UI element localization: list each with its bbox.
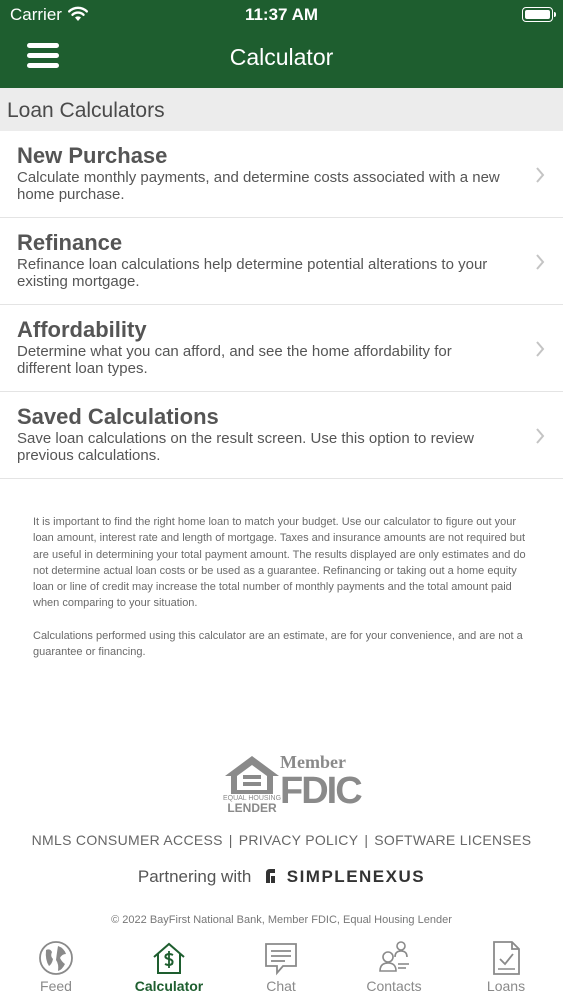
section-title: Loan Calculators	[7, 99, 165, 122]
row-new-purchase[interactable]	[0, 131, 563, 218]
chevron-right-icon	[535, 167, 545, 183]
chevron-right-icon	[535, 428, 545, 444]
chevron-right-icon	[535, 341, 545, 357]
house-dollar-icon	[151, 940, 187, 976]
tab-label: Chat	[266, 978, 296, 994]
disclaimer	[33, 514, 533, 660]
fdic-name: FDIC	[280, 770, 361, 812]
row-title: Saved Calculations	[17, 404, 219, 429]
clock: 11:37 AM	[244, 5, 319, 24]
disclaimer-paragraph: Calculations performed using this calculator are an estimate, are for your convenience, and are not a guarantee or financing.	[33, 629, 523, 659]
tab-label: Feed	[40, 978, 72, 994]
section-header	[0, 88, 563, 131]
tab-chat[interactable]	[225, 936, 337, 1000]
top-bar	[0, 0, 563, 88]
row-description: Calculate monthly payments, and determine costs associated with a new home purchase.	[17, 169, 500, 203]
battery-icon	[522, 7, 553, 22]
row-title: Affordability	[17, 317, 147, 342]
footer-links	[0, 832, 563, 848]
tab-bar	[0, 936, 563, 1000]
row-title: Refinance	[17, 230, 123, 255]
tab-label: Contacts	[366, 978, 422, 994]
status-bar	[0, 0, 563, 30]
nmls-consumer-access-link[interactable]: NMLS CONSUMER ACCESS	[31, 832, 223, 848]
ehl-text	[222, 795, 282, 814]
row-description: Save loan calculations on the result screen. Use this option to review previous calculations.	[17, 430, 474, 464]
fdic-member: Member	[280, 752, 346, 772]
globe-icon	[38, 940, 74, 976]
software-licenses-link[interactable]: SOFTWARE LICENSES	[374, 832, 532, 848]
copyright: © 2022 BayFirst National Bank, Member FDIC, Equal Housing Lender	[111, 914, 452, 926]
partner-prefix: Partnering with	[137, 867, 252, 886]
row-saved-calculations[interactable]	[0, 392, 563, 479]
row-description: Refinance loan calculations help determine potential alterations to your existing mortgage.	[17, 256, 488, 290]
tab-label: Loans	[486, 978, 526, 994]
simplenexus-logo-icon	[262, 867, 278, 884]
chevron-right-icon	[535, 254, 545, 270]
document-check-icon	[488, 940, 524, 976]
row-description: Determine what you can afford, and see the home affordability for different loan types.	[17, 343, 452, 377]
partner-line	[0, 867, 563, 887]
row-refinance[interactable]	[0, 218, 563, 305]
link-separator: |	[364, 832, 369, 848]
ehl-line2: LENDER	[227, 801, 277, 815]
disclaimer-paragraph: It is important to find the right home loan to match your budget. Use our calculator to figure out your loan amount, interest rate and length of mortgage. Taxes and insurance amounts are not required but are useful in determining your total payment amount. The results displayed are only estimates and do not determine actual loan costs or be used as a guarantee. Refinancing or taking out a home equity loan or line of credit may increase the total number of monthly payments and the total amount paid when comparing to your situation.	[33, 516, 526, 610]
partner-brand: SIMPLENEXUS	[286, 867, 426, 886]
link-separator: |	[228, 832, 233, 848]
chat-bubble-icon	[263, 940, 299, 976]
privacy-policy-link[interactable]: PRIVACY POLICY	[238, 832, 359, 848]
carrier-label: Carrier	[10, 5, 62, 24]
tab-label: Calculator	[134, 978, 204, 994]
fdic-logo	[280, 752, 361, 812]
ehl-line1: EQUAL HOUSING	[222, 795, 282, 802]
page-title: Calculator	[229, 44, 334, 70]
tab-feed[interactable]	[0, 936, 112, 1000]
tab-contacts[interactable]	[338, 936, 450, 1000]
tab-loans[interactable]	[450, 936, 562, 1000]
contacts-icon	[376, 940, 412, 976]
row-title: New Purchase	[17, 143, 168, 168]
tab-calculator[interactable]	[113, 936, 225, 1000]
row-affordability[interactable]	[0, 305, 563, 392]
